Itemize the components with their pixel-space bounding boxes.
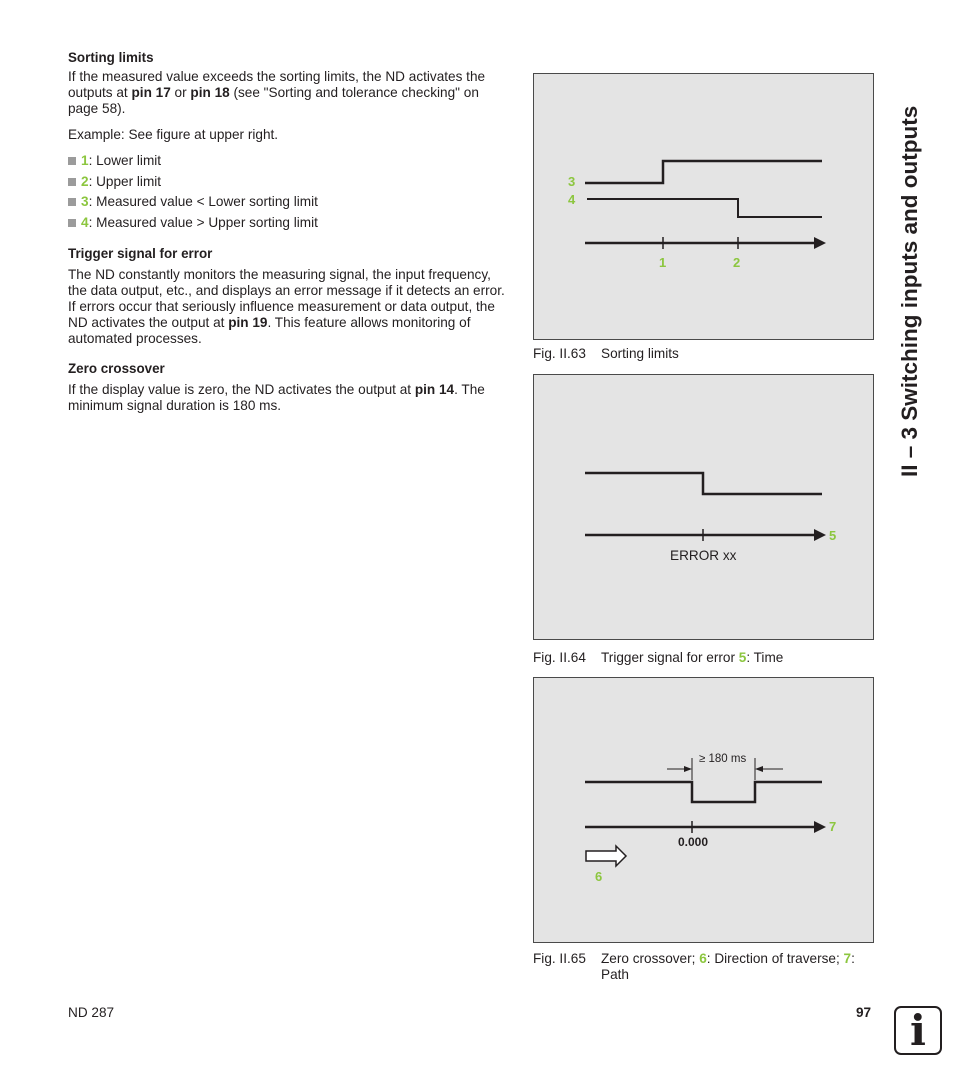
marker-7: 7 [829, 819, 837, 834]
lower-limit-signal-line [585, 161, 822, 183]
error-label: ERROR xx [670, 548, 737, 563]
error-signal-line [585, 473, 822, 494]
trigger-signal-paragraph: The ND constantly monitors the measuring signal, the input frequency, the data output, etc., and displays an error message if it detects an error. If errors occur that seriously influence measurement or data output, the ND activates the output at pin 19. This feature allows monitoring of automated processes. [68, 267, 505, 346]
trigger-signal-diagram [534, 375, 875, 641]
marker-2: 2 [733, 255, 741, 270]
zero-crossover-diagram [534, 678, 875, 944]
info-icon: i [894, 1006, 942, 1055]
zero-signal-line [585, 782, 822, 802]
trigger-signal-heading: Trigger signal for error [68, 246, 213, 261]
zero-crossover-paragraph: If the display value is zero, the ND activates the output at pin 14. The minimum signal duration is 180 ms. [68, 382, 485, 413]
sorting-limits-diagram [534, 74, 875, 341]
bullet-square-icon [68, 157, 76, 165]
example-text: Example: See figure at upper right. [68, 127, 279, 142]
marker-4: 4 [568, 192, 576, 207]
figure-caption: Fig. II.64 Trigger signal for error 5: Time [533, 650, 784, 665]
figure-zero-crossover [533, 677, 874, 943]
list-item: 4 : Measured value > Upper sorting limit [68, 215, 318, 231]
duration-label: ≥ 180 ms [699, 753, 747, 765]
list-item: 3 : Measured value < Lower sorting limit [68, 194, 318, 210]
dimension-arrow-left [684, 766, 692, 772]
figure-sorting-limits [533, 73, 874, 340]
page-number: 97 [856, 1005, 872, 1020]
sorting-limits-heading: Sorting limits [68, 50, 154, 65]
marker-5: 5 [829, 528, 837, 543]
marker-3: 3 [568, 174, 576, 189]
direction-arrow-icon [586, 846, 626, 866]
bullet-square-icon [68, 219, 76, 227]
marker-6: 6 [595, 869, 603, 884]
axis-arrowhead [814, 237, 826, 249]
dimension-arrow-right [755, 766, 763, 772]
chapter-side-title: II – 3 Switching inputs and outputs [897, 105, 922, 477]
axis-arrowhead [814, 821, 826, 833]
upper-limit-signal-line [587, 199, 822, 217]
list-item: 2 : Upper limit [68, 174, 161, 190]
list-item: 1 : Lower limit [68, 153, 161, 169]
zero-crossover-heading: Zero crossover [68, 361, 165, 376]
bullet-square-icon [68, 198, 76, 206]
figure-trigger-signal [533, 374, 874, 640]
figure-caption: Fig. II.63 Sorting limits [533, 346, 679, 361]
sorting-limits-paragraph: If the measured value exceeds the sorting limits, the ND activates the outputs at pin 17 or pin 18 (see "Sorting and tolerance checking" on page 58). [68, 69, 486, 116]
bullet-square-icon [68, 178, 76, 186]
footer-manual-name: ND 287 [68, 1005, 115, 1020]
zero-value-label: 0.000 [678, 835, 709, 849]
figure-caption: Fig. II.65 Zero crossover; 6: Direction of traverse; 7: Path [533, 951, 855, 982]
marker-1: 1 [659, 255, 667, 270]
axis-arrowhead [814, 529, 826, 541]
